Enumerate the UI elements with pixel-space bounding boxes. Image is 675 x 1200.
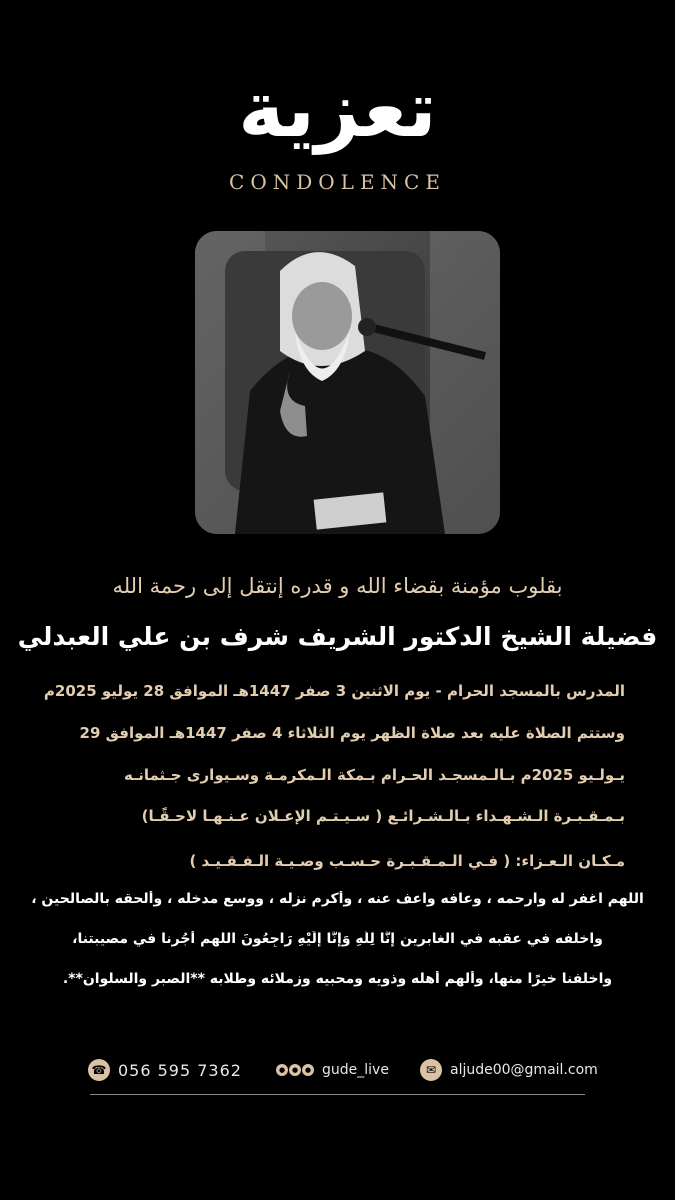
prayer-line-1: اللهم اغفر له وارحمه ، وعافه واعف عنه ، وأكرم نزله ، ووسع مدخله ، وألحقه بالصالحين ، [31, 891, 644, 907]
title-arabic: تعزية [238, 65, 437, 155]
email-contact[interactable] [420, 1055, 598, 1085]
details-line-5: مـكـان الـعـزاء: ( فـي الـمـقـبـرة حـسـب وصـيـة الـفـقـيـد ) [189, 852, 625, 870]
social-icons [276, 1064, 314, 1076]
snapchat-icon: ● [302, 1064, 314, 1076]
portrait-illustration [195, 231, 500, 534]
phone-contact[interactable] [88, 1055, 242, 1085]
title-english: CONDOLENCE [229, 170, 446, 194]
footer-divider [90, 1094, 585, 1095]
x-icon: ● [289, 1064, 301, 1076]
instagram-icon: ● [276, 1064, 288, 1076]
email-icon: ✉ [420, 1059, 442, 1081]
details-line-1: المدرس بالمسجد الحرام - يوم الاثنين 3 صفر 1447هـ الموافق 28 يوليو 2025م [43, 682, 625, 700]
phone-number: 056 595 7362 [118, 1060, 242, 1080]
intro-text: بقلوب مؤمنة بقضاء الله و قدره إنتقل إلى رحمة الله [112, 574, 563, 598]
prayer-line-2: واخلفه في عقبه في الغابرين إِنَّا لِلَّهِ وَإِنَّا إِلَيْهِ رَاجِعُونَ اللهم أجُرنا في مصيبتنا، [72, 931, 603, 947]
details-line-2: وستتم الصلاة عليه بعد صلاة الظهر يوم الثلاثاء 4 صفر 1447هـ الموافق 29 [79, 724, 625, 742]
social-handle: gude_live [322, 1062, 389, 1078]
portrait-photo [195, 231, 500, 534]
details-line-4: بـمـقـبـرة الـشـهـداء بـالـشـرائـع ( سـيـتـم الإعـلان عـنـهـا لاحـقًـا) [141, 807, 625, 825]
prayer-line-3: واخلفنا خيرًا منها، وألهم أهله وذويه ومحبيه وزملائه وطلابه **الصبر والسلوان**. [62, 971, 613, 987]
email-address: aljude00@gmail.com [450, 1062, 598, 1078]
deceased-name: فضيلة الشيخ الدكتور الشريف شرف بن علي العبدلي [17, 622, 658, 651]
details-line-3: يـولـيو 2025م بـالـمسجـد الحـرام بـمكة الـمكرمـة وسـيوارى جـثمانـه [123, 766, 625, 784]
phone-icon: ☎ [88, 1059, 110, 1081]
social-contact[interactable] [276, 1055, 389, 1085]
